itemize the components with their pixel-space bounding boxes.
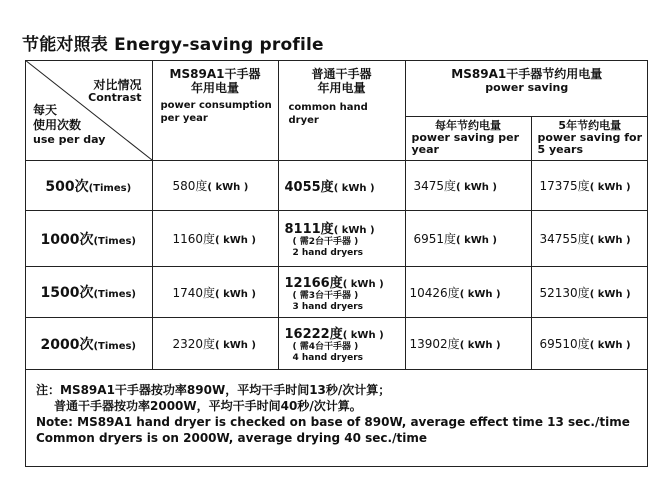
row-times: 1000次 (40, 231, 94, 248)
saving-per-year-header (405, 116, 531, 160)
ms-header-cn2: 年用电量 (190, 81, 239, 95)
common-consumption-header (278, 60, 405, 161)
common-note-en: 4 hand dryers (292, 353, 364, 363)
row-times-label (25, 161, 152, 211)
row-times: 2000次 (40, 336, 94, 353)
common-value: 16222度 (284, 327, 343, 342)
unit: ( kWh ) (456, 235, 497, 246)
row-times-en: (Times) (93, 289, 136, 300)
use-per-day-label-cn1: 每天 (33, 103, 58, 117)
note-line-en2: Common dryers is on 2000W, average drying 40 sec./time (36, 431, 427, 445)
power-saving-header (405, 60, 648, 116)
unit: ( kWh ) (589, 288, 631, 300)
unit: ( kWh ) (333, 183, 375, 194)
saving-year-cell (405, 161, 531, 211)
unit: ( kWh ) (456, 182, 497, 193)
row-times: 1500次 (40, 285, 94, 301)
table-row (25, 318, 648, 370)
unit: ( kWh ) (342, 330, 384, 341)
row-times-label (25, 267, 152, 318)
row-times-en: (Times) (88, 182, 132, 194)
common-value: 4055度 (284, 180, 334, 195)
ms-value: 1160度 (172, 232, 216, 246)
saving-five-years-en: power saving for 5 years (537, 131, 643, 157)
saving-five-cell (531, 211, 648, 267)
saving-year-value: 3475度 (413, 179, 457, 193)
page-title: 节能对照表 Energy-saving profile (22, 35, 324, 55)
note-line-cn1: 注：MS89A1干手器按功率890W，平均干手时间13秒/次计算； (36, 383, 391, 397)
table-row (25, 161, 648, 211)
saving-five-cell (531, 267, 648, 318)
common-consumption-cell (278, 318, 405, 370)
row-times-en: (Times) (93, 235, 136, 247)
saving-five-cell (531, 161, 648, 211)
table-row (25, 267, 648, 318)
unit: ( kWh ) (207, 182, 249, 193)
common-header-cn2: 年用电量 (317, 81, 366, 95)
saving-five-value: 69510度 (539, 337, 590, 351)
saving-five-years-cn: 5年节约电量 (558, 119, 622, 133)
ms-value: 580度 (172, 179, 208, 193)
note-line-cn2: 普通干手器按功率2000W，平均干手时间40秒/次计算。 (54, 399, 362, 413)
use-per-day-label-cn2: 使用次数 (33, 118, 82, 132)
corner-header (25, 60, 152, 161)
saving-year-value: 6951度 (413, 232, 457, 246)
saving-five-value: 34755度 (539, 232, 590, 246)
ms-consumption-cell (152, 318, 278, 370)
row-times-label (25, 211, 152, 267)
common-value: 8111度 (284, 222, 334, 237)
saving-five-years-header (531, 116, 648, 160)
saving-per-year-en: power saving per year (411, 131, 520, 157)
common-note-en: 3 hand dryers (292, 301, 364, 312)
ms-consumption-cell (152, 211, 278, 267)
notes-block (36, 382, 630, 446)
ms-consumption-cell (152, 267, 278, 318)
power-saving-header-en: power saving (485, 81, 569, 94)
saving-year-value: 13902度 (409, 337, 460, 351)
common-note-cn: ( 需2台干手器 ) (292, 237, 359, 247)
unit: ( kWh ) (589, 235, 631, 246)
common-consumption-cell (278, 161, 405, 211)
saving-year-cell (405, 211, 531, 267)
common-header-cn1: 普通干手器 (311, 67, 372, 81)
common-note-cn: ( 需4台干手器 ) (292, 342, 359, 352)
saving-five-value: 17375度 (539, 179, 590, 193)
ms-header-en: power consumption per year (160, 100, 272, 124)
ms-consumption-header (152, 60, 278, 161)
row-times: 500次 (45, 178, 89, 195)
contrast-label-en: Contrast (88, 91, 142, 104)
use-per-day-label-en: use per day (33, 133, 106, 146)
power-saving-header-cn: MS89A1干手器节约用电量 (451, 67, 603, 81)
unit: ( kWh ) (215, 288, 256, 300)
common-header-en2: dryer (288, 115, 319, 126)
contrast-label-cn: 对比情况 (93, 78, 142, 92)
common-header-en1: common hand (288, 102, 368, 113)
unit: ( kWh ) (333, 225, 375, 236)
common-consumption-cell (278, 267, 405, 318)
saving-year-value: 10426度 (409, 285, 460, 300)
ms-value: 2320度 (172, 337, 216, 351)
common-note-en: 2 hand dryers (292, 248, 364, 258)
saving-five-cell (531, 318, 648, 370)
unit: ( kWh ) (215, 340, 256, 351)
ms-value: 1740度 (172, 285, 216, 300)
unit: ( kWh ) (459, 340, 501, 351)
note-line-en1: Note: MS89A1 hand dryer is checked on base of 890W, average effect time 13 sec./time (36, 415, 630, 429)
unit: ( kWh ) (215, 235, 256, 246)
saving-year-cell (405, 267, 531, 318)
saving-year-cell (405, 318, 531, 370)
row-times-label (25, 318, 152, 370)
common-consumption-cell (278, 211, 405, 267)
ms-consumption-cell (152, 161, 278, 211)
common-value: 12166度 (284, 275, 343, 291)
energy-table (25, 60, 648, 370)
table-row (25, 211, 648, 267)
unit: ( kWh ) (589, 340, 631, 351)
unit: ( kWh ) (589, 182, 631, 193)
common-note-cn: ( 需3台干手器 ) (292, 290, 359, 301)
ms-header-cn1: MS89A1干手器 (169, 67, 261, 81)
unit: ( kWh ) (342, 278, 384, 290)
row-times-en: (Times) (93, 340, 136, 352)
unit: ( kWh ) (459, 288, 501, 300)
saving-per-year-cn: 每年节约电量 (435, 119, 501, 133)
saving-five-value: 52130度 (539, 285, 590, 300)
